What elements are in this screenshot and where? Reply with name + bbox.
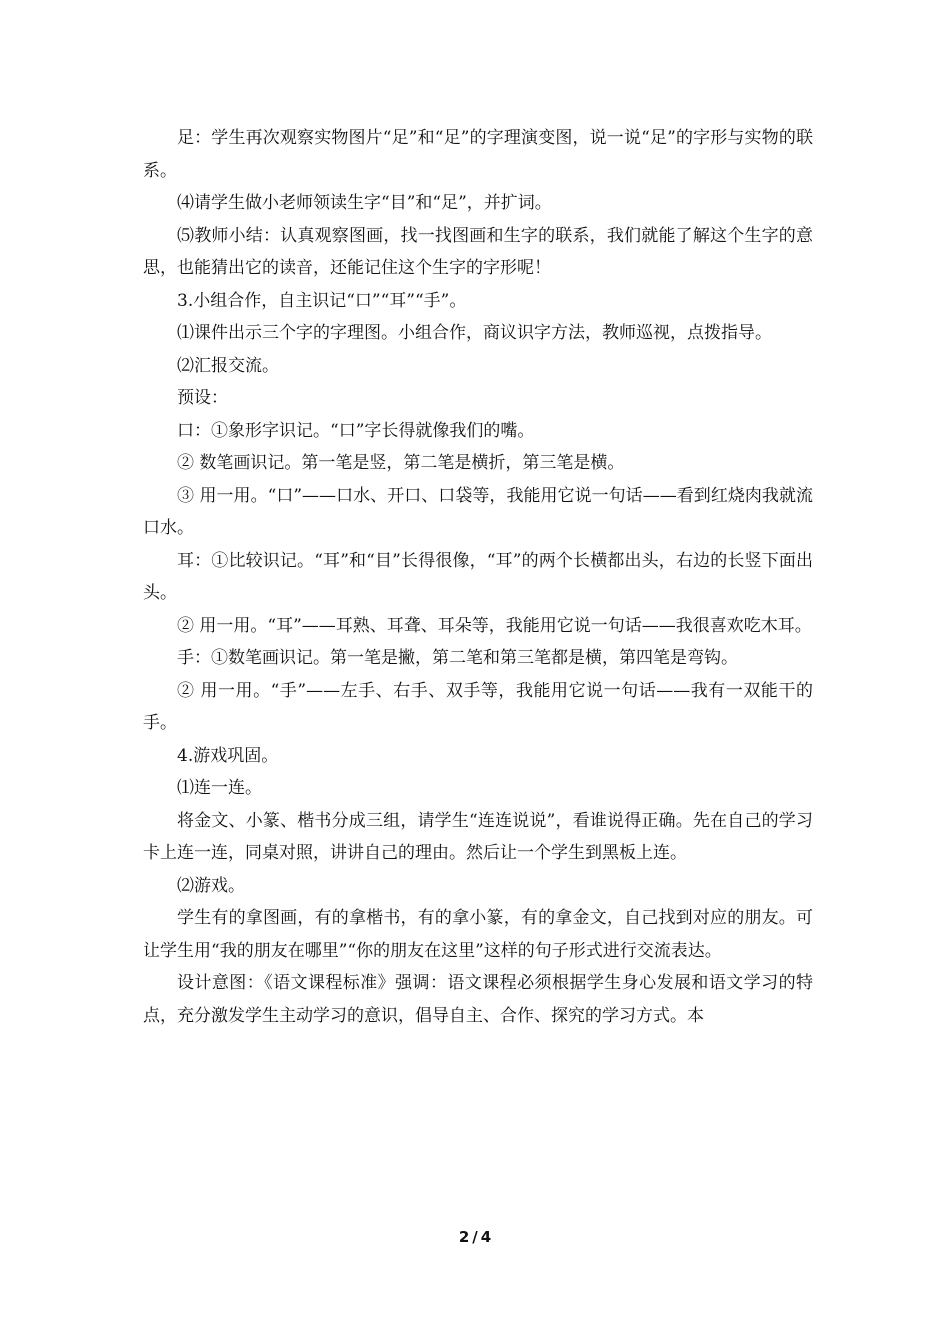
paragraph: ⑷请学生做小老师领读生字“目”和“足”，并扩词。: [177, 193, 552, 213]
paragraph: ② 用一用。“手”——左手、右手、双手等，我能用它说一句话——我有一双能干的手。: [143, 680, 813, 733]
paragraph: ⑸教师小结：认真观察图画，找一找图画和生字的联系，我们就能了解这个生字的意思，也能猜出它的读音，还能记住这个生字的字形呢！: [143, 225, 813, 278]
paragraph: 学生有的拿图画，有的拿楷书，有的拿小篆，有的拿金文，自己找到对应的朋友。可让学生用“我的朋友在哪里”“你的朋友在这里”这样的句子形式进行交流表达。: [143, 908, 813, 961]
paragraph: ⑴连一连。: [177, 778, 262, 798]
page-total: 4: [480, 1228, 492, 1246]
paragraph: ③ 用一用。“口”——口水、开口、口袋等，我能用它说一句话——看到红烧肉我就流口水。: [143, 485, 813, 538]
page-separator: /: [472, 1228, 478, 1246]
paragraph: ② 数笔画识记。第一笔是竖，第二笔是横折，第三笔是横。: [177, 453, 625, 473]
document-body: [143, 122, 813, 1032]
paragraph: ⑵游戏。: [177, 875, 245, 896]
paragraph: 足：学生再次观察实物图片“足”和“足”的字理演变图，说一说“足”的字形与实物的联系。: [143, 128, 813, 181]
paragraph: 预设：: [177, 388, 228, 408]
paragraph: 手：①数笔画识记。第一笔是撇，第二笔和第三笔都是横，第四笔是弯钩。: [177, 648, 738, 668]
paragraph: 设计意图：《语文课程标准》强调：语文课程必须根据学生身心发展和语文学习的特点，充分激发学生主动学习的意识，倡导自主、合作、探究的学习方式。本: [143, 973, 813, 1026]
page-current: 2: [458, 1228, 470, 1246]
paragraph: 口：①象形字识记。“口”字长得就像我们的嘴。: [177, 420, 535, 441]
paragraph: 4.游戏巩固。: [177, 745, 279, 766]
page-number: [0, 1228, 950, 1246]
paragraph: 3.小组合作，自主识记“口”“耳”“手”。: [177, 290, 467, 311]
paragraph: ⑴课件出示三个字的字理图。小组合作，商议识字方法，教师巡视，点拨指导。: [177, 323, 772, 343]
paragraph: 耳：①比较识记。“耳”和“目”长得很像，“耳”的两个长横都出头，右边的长竖下面出头。: [143, 550, 813, 603]
paragraph: ② 用一用。“耳”——耳熟、耳聋、耳朵等，我能用它说一句话——我很喜欢吃木耳。: [177, 615, 812, 636]
paragraph: 将金文、小篆、楷书分成三组，请学生“连连说说”，看谁说得正确。先在自己的学习卡上连一连，同桌对照，讲讲自己的理由。然后让一个学生到黑板上连。: [143, 810, 813, 863]
paragraph: ⑵汇报交流。: [177, 355, 279, 376]
